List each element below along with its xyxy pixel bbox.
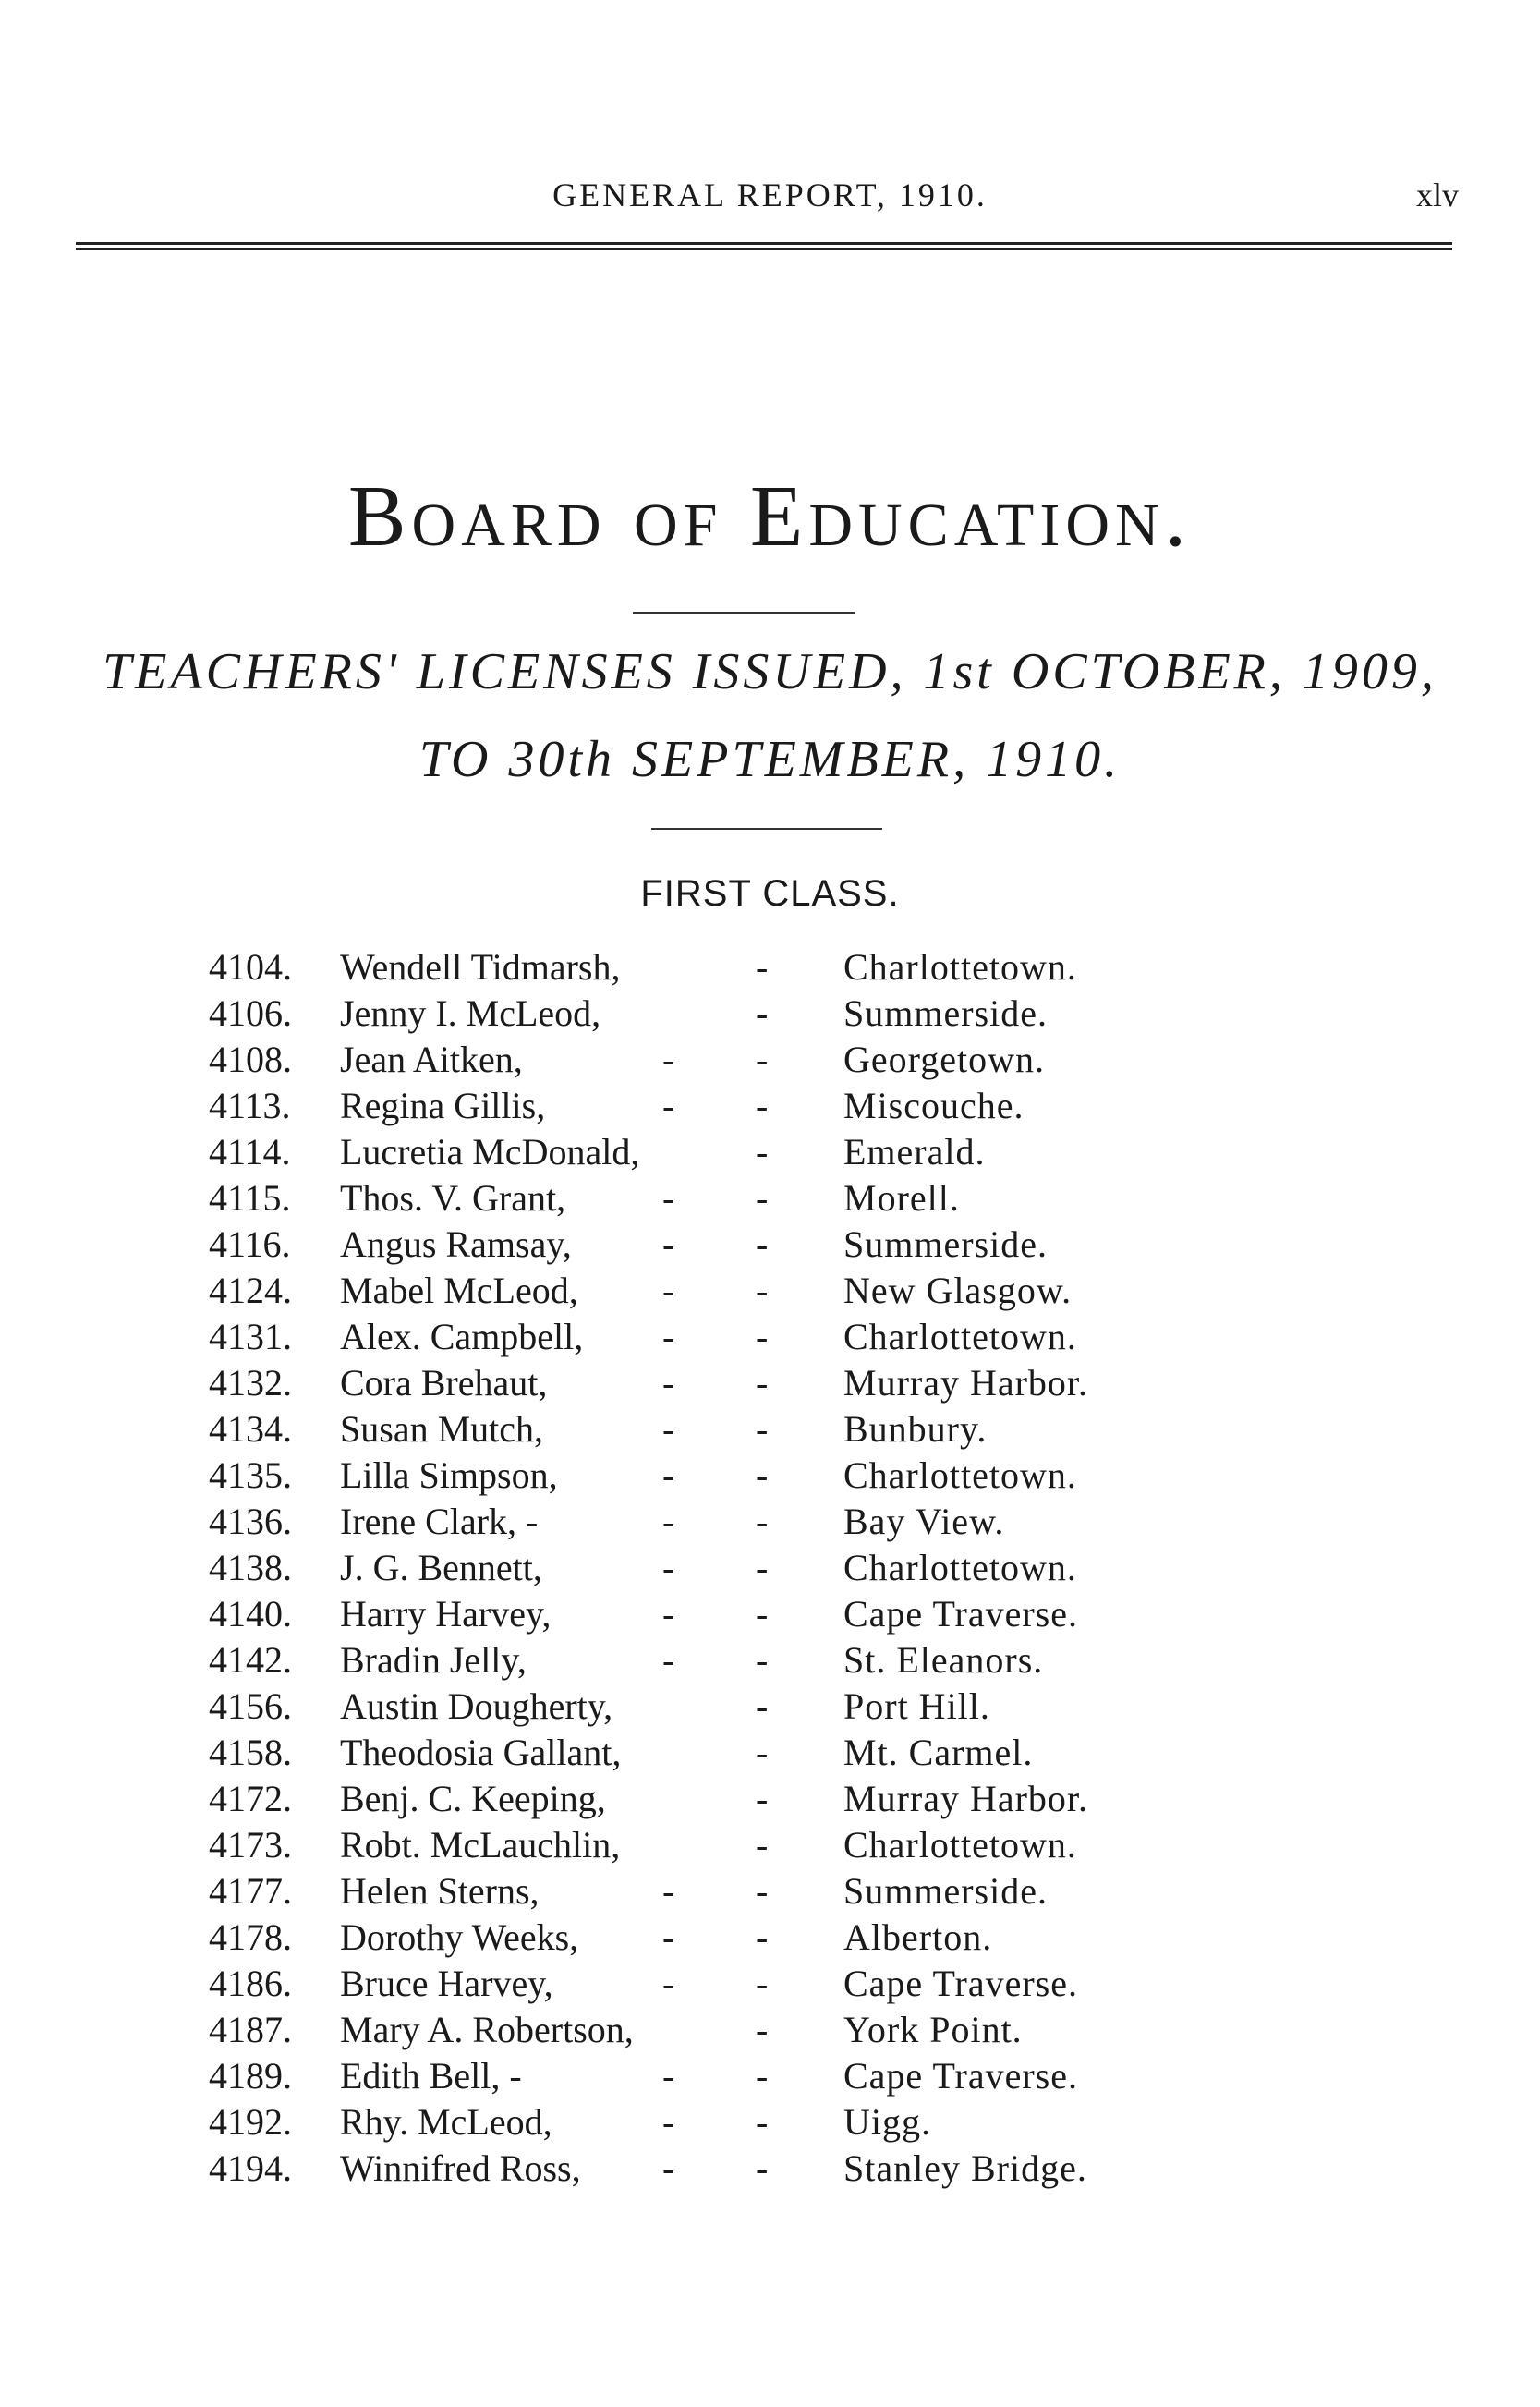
teacher-location: Emerald. [843,1131,986,1173]
leader-dash: - [662,1870,675,1912]
teacher-name: Bradin Jelly, [340,1639,527,1681]
list-item [0,1406,1540,1453]
license-number: 4116. [209,1223,291,1265]
teacher-location: Alberton. [843,1916,993,1958]
teacher-name: Alex. Campbell, [340,1316,584,1357]
subtitle-line-1: TEACHERS' LICENSES ISSUED, 1st OCTOBER, 1909, [103,643,1437,700]
leader-dash: - [756,1916,769,1958]
leader-dash: - [662,1639,675,1681]
list-item [0,1961,1540,2007]
license-number: 4140. [209,1593,292,1635]
leader-dash: - [662,1085,675,1126]
teacher-location: Georgetown. [843,1039,1045,1080]
license-number: 4158. [209,1732,292,1773]
leader-dash: - [662,1177,675,1219]
leader-dash: - [662,1593,675,1635]
teacher-name: Helen Sterns, [340,1870,540,1912]
list-item [0,1776,1540,1822]
license-number: 4142. [209,1639,292,1681]
teacher-location: Miscouche. [843,1085,1025,1126]
license-number: 4156. [209,1685,292,1727]
license-number: 4108. [209,1039,292,1080]
teacher-name: Cora Brehaut, [340,1362,548,1404]
teacher-name: Irene Clark, - [340,1501,539,1542]
leader-dash: - [662,1963,675,2004]
teacher-location: Summerside. [843,1223,1048,1265]
teacher-location: Murray Harbor. [843,1362,1089,1404]
leader-dash: - [756,1593,769,1635]
teacher-location: New Glasgow. [843,1270,1073,1311]
leader-dash: - [662,1454,675,1496]
list-item [0,1684,1540,1730]
license-number: 4192. [209,2101,292,2143]
teacher-name: Theodosia Gallant, [340,1732,622,1773]
leader-dash: - [756,1270,769,1311]
license-number: 4132. [209,1362,292,1404]
title-divider [633,612,855,614]
list-item [0,1175,1540,1222]
leader-dash: - [662,1501,675,1542]
list-item [0,1037,1540,1083]
subtitle-divider [651,828,882,830]
teacher-location: York Point. [843,2009,1023,2050]
leader-dash: - [756,1223,769,1265]
teacher-location: Charlottetown. [843,1547,1077,1588]
page-title: Board of Education. [347,468,1193,565]
license-number: 4134. [209,1408,292,1450]
teacher-name: Mabel McLeod, [340,1270,578,1311]
leader-dash: - [662,1316,675,1357]
license-number: 4177. [209,1870,292,1912]
license-number: 4114. [209,1131,291,1173]
leader-dash: - [756,1547,769,1588]
teacher-location: Summerside. [843,1870,1048,1912]
teacher-name: Jenny I. McLeod, [340,992,601,1034]
teacher-location: Summerside. [843,992,1048,1034]
teacher-location: Charlottetown. [843,1454,1077,1496]
license-number: 4113. [209,1085,291,1126]
teacher-name: Rhy. McLeod, [340,2101,552,2143]
license-number: 4106. [209,992,292,1034]
page-number: xlv [1415,176,1459,213]
teacher-location: Charlottetown. [843,1824,1077,1866]
list-item [0,1591,1540,1637]
leader-dash: - [756,1685,769,1727]
leader-dash: - [756,1870,769,1912]
license-number: 4104. [209,946,292,988]
list-item [0,1637,1540,1684]
list-item [0,991,1540,1037]
leader-dash: - [756,1085,769,1126]
leader-dash: - [662,2147,675,2189]
teacher-location: Mt. Carmel. [843,1732,1034,1773]
teacher-name: Benj. C. Keeping, [340,1778,606,1819]
teacher-location: Murray Harbor. [843,1778,1089,1819]
teacher-name: Robt. McLauchlin, [340,1824,621,1866]
license-number: 4178. [209,1916,292,1958]
list-item [0,2007,1540,2053]
leader-dash: - [756,1177,769,1219]
license-number: 4135. [209,1454,292,1496]
leader-dash: - [756,1963,769,2004]
license-number: 4194. [209,2147,292,2189]
license-number: 4115. [209,1177,291,1219]
leader-dash: - [756,2055,769,2097]
teacher-name: Edith Bell, - [340,2055,522,2097]
teacher-name: Harry Harvey, [340,1593,552,1635]
list-item [0,1730,1540,1776]
leader-dash: - [662,1916,675,1958]
list-item [0,1222,1540,1268]
list-item [0,1360,1540,1406]
license-number: 4136. [209,1501,292,1542]
leader-dash: - [662,1270,675,1311]
teacher-name: Mary A. Robertson, [340,2009,634,2050]
license-number: 4124. [209,1270,292,1311]
leader-dash: - [756,1039,769,1080]
teacher-location: Cape Traverse. [843,2055,1078,2097]
leader-dash: - [756,1316,769,1357]
leader-dash: - [756,946,769,988]
teacher-name: Jean Aitken, [340,1039,523,1080]
leader-dash: - [756,2009,769,2050]
teacher-name: Wendell Tidmarsh, [340,946,621,988]
leader-dash: - [756,1501,769,1542]
running-title: GENERAL REPORT, 1910. [552,176,988,213]
leader-dash: - [756,2101,769,2143]
teacher-name: Austin Dougherty, [340,1685,613,1727]
section-heading: FIRST CLASS. [640,873,900,914]
list-item [0,1545,1540,1591]
list-item [0,1499,1540,1545]
license-number: 4187. [209,2009,292,2050]
list-item [0,1314,1540,1360]
teacher-location: Charlottetown. [843,1316,1077,1357]
teacher-name: Lucretia McDonald, [340,1131,640,1173]
teacher-name: Susan Mutch, [340,1408,543,1450]
list-item [0,1915,1540,1961]
leader-dash: - [662,1039,675,1080]
list-item [0,1822,1540,1868]
list-item [0,2099,1540,2146]
teacher-location: Stanley Bridge. [843,2147,1087,2189]
list-item [0,1868,1540,1915]
leader-dash: - [756,1454,769,1496]
list-item [0,2146,1540,2192]
leader-dash: - [662,1408,675,1450]
teacher-location: Charlottetown. [843,946,1077,988]
teacher-name: Winnifred Ross, [340,2147,581,2189]
list-item [0,1453,1540,1499]
leader-dash: - [756,1824,769,1866]
leader-dash: - [756,1639,769,1681]
teacher-location: Cape Traverse. [843,1593,1078,1635]
teacher-name: Dorothy Weeks, [340,1916,579,1958]
header-double-rule [76,242,1452,250]
license-number: 4172. [209,1778,292,1819]
teacher-location: St. Eleanors. [843,1639,1044,1681]
leader-dash: - [662,1547,675,1588]
leader-dash: - [662,1362,675,1404]
teacher-location: Port Hill. [843,1685,990,1727]
list-item [0,1129,1540,1175]
license-number: 4189. [209,2055,292,2097]
license-number: 4138. [209,1547,292,1588]
teacher-name: J. G. Bennett, [340,1547,542,1588]
teacher-location: Bunbury. [843,1408,988,1450]
subtitle-line-2: TO 30th SEPTEMBER, 1910. [418,731,1122,788]
leader-dash: - [756,1408,769,1450]
leader-dash: - [756,1131,769,1173]
teacher-location: Uigg. [843,2101,931,2143]
leader-dash: - [756,1362,769,1404]
leader-dash: - [662,2101,675,2143]
license-list [0,944,1540,2192]
license-number: 4173. [209,1824,292,1866]
leader-dash: - [756,1732,769,1773]
license-number: 4186. [209,1963,292,2004]
leader-dash: - [662,2055,675,2097]
teacher-name: Bruce Harvey, [340,1963,553,2004]
running-head [0,176,1540,222]
teacher-name: Regina Gillis, [340,1085,546,1126]
teacher-location: Morell. [843,1177,960,1219]
list-item [0,944,1540,991]
leader-dash: - [756,1778,769,1819]
list-item [0,1268,1540,1314]
teacher-name: Thos. V. Grant, [340,1177,566,1219]
teacher-location: Cape Traverse. [843,1963,1078,2004]
license-number: 4131. [209,1316,292,1357]
leader-dash: - [756,2147,769,2189]
list-item [0,1083,1540,1129]
leader-dash: - [662,1223,675,1265]
teacher-location: Bay View. [843,1501,1005,1542]
teacher-name: Lilla Simpson, [340,1454,558,1496]
leader-dash: - [756,992,769,1034]
teacher-name: Angus Ramsay, [340,1223,572,1265]
list-item [0,2053,1540,2099]
